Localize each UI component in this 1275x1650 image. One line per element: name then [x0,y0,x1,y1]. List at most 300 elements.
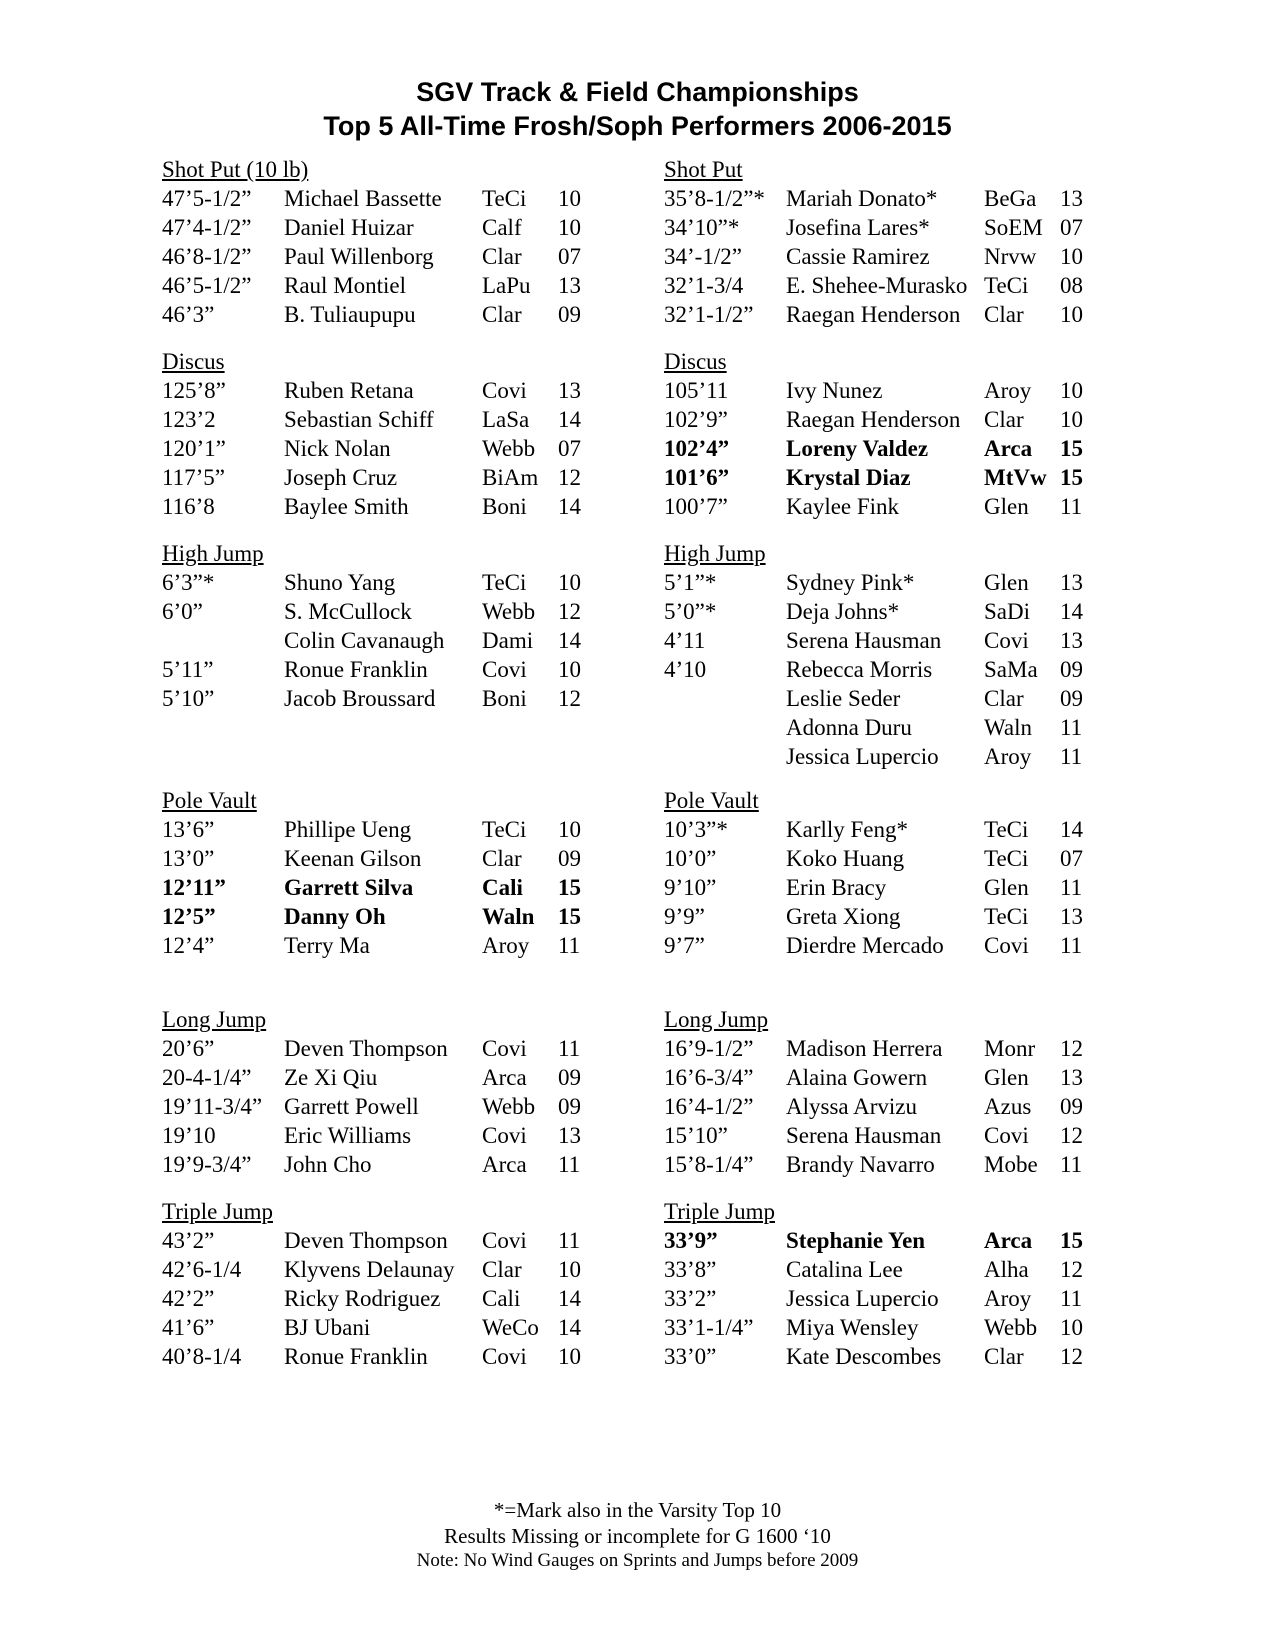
athlete-name: Krystal Diaz [786,465,911,490]
result-row [162,902,592,931]
class-year: 12 [558,686,581,711]
result-mark: 5’0”* [664,599,717,624]
team-code: Covi [482,1036,527,1061]
class-year: 14 [558,1315,581,1340]
team-code: Clar [482,302,522,327]
result-mark: 6’3”* [162,570,215,595]
result-mark: 5’11” [162,657,214,682]
class-year: 15 [1060,1228,1083,1253]
athlete-name: Michael Bassette [284,186,442,211]
event-title: High Jump [162,541,264,566]
class-year: 10 [1060,1315,1083,1340]
team-code: Webb [482,436,536,461]
result-row [664,655,1094,684]
page-title: SGV Track & Field Championships [416,77,859,107]
result-mark: 5’10” [162,686,215,711]
result-mark: 101’6” [664,465,730,490]
class-year: 13 [558,1123,581,1148]
athlete-name: S. McCullock [284,599,412,624]
result-row [664,713,1094,742]
class-year: 09 [1060,657,1083,682]
team-code: Arca [984,1228,1033,1253]
athlete-name: Klyvens Delaunay [284,1257,455,1282]
result-mark: 20-4-1/4” [162,1065,252,1090]
result-row [664,626,1094,655]
class-year: 15 [1060,436,1083,461]
result-row [162,271,592,300]
result-mark: 4’11 [664,628,706,653]
class-year: 13 [1060,570,1083,595]
class-year: 11 [558,1036,581,1061]
athlete-name: Ricky Rodriguez [284,1286,441,1311]
result-mark: 116’8 [162,494,215,519]
class-year: 11 [1060,744,1083,769]
class-year: 14 [558,494,581,519]
class-year: 11 [1060,1152,1083,1177]
team-code: TeCi [984,273,1029,298]
athlete-name: Alyssa Arvizu [786,1094,917,1119]
class-year: 10 [558,1257,581,1282]
event-section [664,786,1094,960]
athlete-name: Raegan Henderson [786,302,961,327]
athlete-name: Jessica Lupercio [786,744,939,769]
team-code: TeCi [984,846,1029,871]
team-code: Boni [482,494,527,519]
athlete-name: Ronue Franklin [284,1344,428,1369]
team-code: Webb [482,599,536,624]
athlete-name: Rebecca Morris [786,657,933,682]
result-row [664,1092,1094,1121]
result-mark: 19’10 [162,1123,216,1148]
team-code: Glen [984,570,1029,595]
result-mark: 9’10” [664,875,717,900]
result-mark: 46’3” [162,302,215,327]
result-row [664,1121,1094,1150]
result-mark: 100’7” [664,494,728,519]
team-code: Waln [482,904,535,929]
result-mark: 47’4-1/2” [162,215,252,240]
result-row [162,1034,592,1063]
result-row [664,300,1094,329]
footnote-wind-gauges: Note: No Wind Gauges on Sprints and Jumps before 2009 [416,1550,859,1571]
result-mark: 12’4” [162,933,215,958]
team-code: Clar [984,302,1024,327]
event-section [162,786,592,960]
event-title: Shot Put [664,157,743,182]
team-code: LaPu [482,273,531,298]
team-code: MtVw [984,465,1047,490]
result-row [162,1121,592,1150]
class-year: 07 [558,244,581,269]
class-year: 14 [558,407,581,432]
result-row [162,1313,592,1342]
athlete-name: E. Shehee-Murasko [786,273,968,298]
athlete-name: Sydney Pink* [786,570,915,595]
athlete-name: Raul Montiel [284,273,407,298]
event-section [162,539,592,713]
result-row [664,684,1094,713]
class-year: 10 [558,570,581,595]
athlete-name: Loreny Valdez [786,436,929,461]
team-code: Nrvw [984,244,1037,269]
class-year: 11 [558,1152,581,1177]
team-code: Covi [984,628,1029,653]
result-mark: 33’2” [664,1286,717,1311]
result-row [162,655,592,684]
athlete-name: John Cho [284,1152,372,1177]
team-code: Monr [984,1036,1036,1061]
team-code: Clar [984,407,1024,432]
footnote-missing-results: Results Missing or incomplete for G 1600 ‘10 [444,1524,831,1548]
class-year: 12 [1060,1344,1083,1369]
result-row [664,815,1094,844]
class-year: 14 [558,628,581,653]
athlete-name: B. Tuliaupupu [284,302,416,327]
result-mark: 46’8-1/2” [162,244,252,269]
result-mark: 120’1” [162,436,226,461]
result-row [162,815,592,844]
result-mark: 34’10”* [664,215,740,240]
athlete-name: Garrett Silva [284,875,414,900]
result-mark: 35’8-1/2”* [664,186,765,211]
result-row [664,568,1094,597]
result-row [162,568,592,597]
result-mark: 12’11” [162,875,226,900]
result-row [162,1255,592,1284]
class-year: 10 [558,657,581,682]
result-mark: 16’9-1/2” [664,1036,754,1061]
result-row [664,873,1094,902]
class-year: 12 [1060,1036,1083,1061]
event-title: Shot Put (10 lb) [162,157,309,182]
result-mark: 4’10 [664,657,707,682]
athlete-name: Jacob Broussard [284,686,436,711]
result-row [664,742,1094,771]
result-row [664,1034,1094,1063]
athlete-name: Adonna Duru [786,715,912,740]
athlete-name: Kate Descombes [786,1344,942,1369]
team-code: Waln [984,715,1032,740]
athlete-name: Deja Johns* [786,599,900,624]
class-year: 07 [558,436,581,461]
athlete-name: Ruben Retana [284,378,414,403]
class-year: 15 [558,904,581,929]
result-row [162,844,592,873]
class-year: 10 [558,215,581,240]
result-row [162,376,592,405]
result-row [162,434,592,463]
team-code: Glen [984,1065,1029,1090]
result-row [664,463,1094,492]
class-year: 13 [1060,1065,1083,1090]
result-row [162,184,592,213]
result-row [664,1255,1094,1284]
result-row [664,242,1094,271]
result-row [664,1150,1094,1179]
event-title: Pole Vault [162,788,257,813]
class-year: 10 [1060,407,1083,432]
team-code: Webb [482,1094,536,1119]
class-year: 10 [1060,244,1083,269]
team-code: Boni [482,686,527,711]
class-year: 10 [558,817,581,842]
result-mark: 15’10” [664,1123,728,1148]
result-mark: 10’0” [664,846,717,871]
class-year: 08 [1060,273,1083,298]
result-row [162,463,592,492]
result-row [162,1342,592,1371]
result-row [664,1063,1094,1092]
event-title: Discus [664,349,727,374]
class-year: 09 [1060,686,1083,711]
event-title: Triple Jump [664,1199,775,1224]
result-row [162,300,592,329]
result-mark: 15’8-1/4” [664,1152,754,1177]
class-year: 10 [1060,378,1083,403]
result-row [664,213,1094,242]
event-section [664,1197,1094,1371]
result-mark: 32’1-1/2” [664,302,754,327]
class-year: 13 [1060,904,1083,929]
team-code: Cali [482,875,523,900]
team-code: TeCi [482,817,527,842]
event-title: Long Jump [664,1007,769,1032]
class-year: 11 [1060,933,1083,958]
class-year: 11 [1060,1286,1083,1311]
class-year: 14 [1060,599,1083,624]
class-year: 13 [1060,628,1083,653]
result-mark: 33’9” [664,1228,718,1253]
team-code: BeGa [984,186,1037,211]
result-row [664,184,1094,213]
result-mark: 125’8” [162,378,226,403]
athlete-name: Sebastian Schiff [284,407,434,432]
result-row [664,597,1094,626]
athlete-name: Baylee Smith [284,494,409,519]
result-row [162,684,592,713]
team-code: SaDi [984,599,1030,624]
class-year: 09 [1060,1094,1083,1119]
result-mark: 117’5” [162,465,226,490]
event-title: Discus [162,349,225,374]
athlete-name: Brandy Navarro [786,1152,935,1177]
team-code: TeCi [984,817,1029,842]
class-year: 15 [1060,465,1083,490]
result-row [162,1150,592,1179]
team-code: Aroy [984,1286,1032,1311]
team-code: TeCi [482,186,527,211]
result-mark: 105’11 [664,378,729,403]
team-code: Clar [482,1257,522,1282]
athlete-name: Paul Willenborg [284,244,434,269]
result-mark: 34’-1/2” [664,244,742,269]
event-section [664,347,1094,521]
event-section [162,347,592,521]
class-year: 07 [1060,846,1083,871]
athlete-name: Ivy Nunez [786,378,883,403]
result-mark: 20’6” [162,1036,215,1061]
result-mark: 6’0” [162,599,203,624]
class-year: 10 [1060,302,1083,327]
result-row [664,1342,1094,1371]
result-mark: 16’4-1/2” [664,1094,754,1119]
event-section [664,539,1094,771]
class-year: 13 [1060,186,1083,211]
athlete-name: Phillipe Ueng [284,817,412,842]
class-year: 09 [558,1065,581,1090]
team-code: Arca [482,1065,527,1090]
team-code: Alha [984,1257,1029,1282]
athlete-name: Deven Thompson [284,1036,448,1061]
team-code: TeCi [984,904,1029,929]
event-section [664,155,1094,329]
result-mark: 42’6-1/4 [162,1257,242,1282]
result-row [162,213,592,242]
result-row [162,873,592,902]
athlete-name: Terry Ma [284,933,370,958]
team-code: Calf [482,215,522,240]
result-mark: 33’0” [664,1344,717,1369]
class-year: 10 [558,1344,581,1369]
team-code: Covi [482,1123,527,1148]
athlete-name: Madison Herrera [786,1036,943,1061]
class-year: 10 [558,186,581,211]
result-mark: 19’9-3/4” [162,1152,252,1177]
result-row [162,1284,592,1313]
team-code: Arca [482,1152,527,1177]
result-mark: 41’6” [162,1315,215,1340]
class-year: 11 [1060,875,1083,900]
athlete-name: Colin Cavanaugh [284,628,445,653]
class-year: 13 [558,273,581,298]
result-mark: 9’7” [664,933,705,958]
athlete-name: Dierdre Mercado [786,933,944,958]
athlete-name: Mariah Donato* [786,186,938,211]
result-mark: 13’6” [162,817,215,842]
result-row [664,271,1094,300]
result-mark: 33’8” [664,1257,717,1282]
team-code: LaSa [482,407,530,432]
athlete-name: Catalina Lee [786,1257,903,1282]
athlete-name: Karlly Feng* [786,817,909,842]
athlete-name: Joseph Cruz [284,465,398,490]
team-code: Glen [984,494,1029,519]
class-year: 11 [1060,715,1083,740]
result-mark: 19’11-3/4” [162,1094,263,1119]
athlete-name: Ronue Franklin [284,657,428,682]
athlete-name: Eric Williams [284,1123,412,1148]
event-section [664,1005,1094,1179]
event-title: Pole Vault [664,788,759,813]
athlete-name: Ze Xi Qiu [284,1065,378,1090]
class-year: 09 [558,1094,581,1119]
athlete-name: Josefina Lares* [786,215,930,240]
athlete-name: Shuno Yang [284,570,396,595]
page-subtitle: Top 5 All-Time Frosh/Soph Performers 2006-2015 [323,111,952,141]
event-title: High Jump [664,541,766,566]
result-mark: 46’5-1/2” [162,273,252,298]
class-year: 14 [1060,817,1083,842]
footnote-varsity: *=Mark also in the Varsity Top 10 [493,1498,782,1522]
team-code: Webb [984,1315,1038,1340]
team-code: Glen [984,875,1029,900]
class-year: 12 [1060,1123,1083,1148]
class-year: 11 [558,1228,581,1253]
team-code: Clar [482,846,522,871]
result-mark: 40’8-1/4 [162,1344,242,1369]
result-mark: 9’9” [664,904,705,929]
team-code: Dami [482,628,534,653]
athlete-name: Deven Thompson [284,1228,448,1253]
athlete-name: Keenan Gilson [284,846,422,871]
result-mark: 16’6-3/4” [664,1065,754,1090]
result-mark: 10’3”* [664,817,728,842]
result-row [162,1092,592,1121]
result-row [162,1226,592,1255]
athlete-name: Serena Hausman [786,1123,942,1148]
team-code: Clar [984,686,1024,711]
team-code: Aroy [984,378,1032,403]
result-row [162,1063,592,1092]
result-row [162,626,592,655]
class-year: 15 [558,875,581,900]
result-mark: 123’2 [162,407,216,432]
athlete-name: Erin Bracy [786,875,887,900]
athlete-name: Stephanie Yen [786,1228,926,1253]
athlete-name: Serena Hausman [786,628,942,653]
team-code: Clar [482,244,522,269]
result-row [664,931,1094,960]
team-code: Aroy [984,744,1032,769]
result-row [664,1226,1094,1255]
result-mark: 102’4” [664,436,730,461]
athlete-name: Leslie Seder [786,686,901,711]
team-code: TeCi [482,570,527,595]
result-mark: 32’1-3/4 [664,273,744,298]
class-year: 07 [1060,215,1083,240]
result-row [664,844,1094,873]
result-mark: 47’5-1/2” [162,186,252,211]
team-code: Clar [984,1344,1024,1369]
team-code: Arca [984,436,1033,461]
result-row [162,492,592,521]
team-code: Aroy [482,933,530,958]
team-code: Covi [482,657,527,682]
event-section [162,1197,592,1371]
result-mark: 12’5” [162,904,216,929]
result-row [162,597,592,626]
team-code: SoEM [984,215,1043,240]
athlete-name: Danny Oh [284,904,386,929]
event-title: Triple Jump [162,1199,273,1224]
team-code: Covi [482,1228,527,1253]
result-mark: 33’1-1/4” [664,1315,754,1340]
athlete-name: Kaylee Fink [786,494,900,519]
athlete-name: Jessica Lupercio [786,1286,939,1311]
athlete-name: Alaina Gowern [786,1065,928,1090]
result-row [664,492,1094,521]
result-mark: 43’2” [162,1228,215,1253]
result-row [664,1313,1094,1342]
athlete-name: Raegan Henderson [786,407,961,432]
athlete-name: BJ Ubani [284,1315,371,1340]
result-row [664,434,1094,463]
team-code: Covi [482,1344,527,1369]
class-year: 14 [558,1286,581,1311]
team-code: Covi [482,378,527,403]
class-year: 12 [558,599,581,624]
result-mark: 102’9” [664,407,728,432]
